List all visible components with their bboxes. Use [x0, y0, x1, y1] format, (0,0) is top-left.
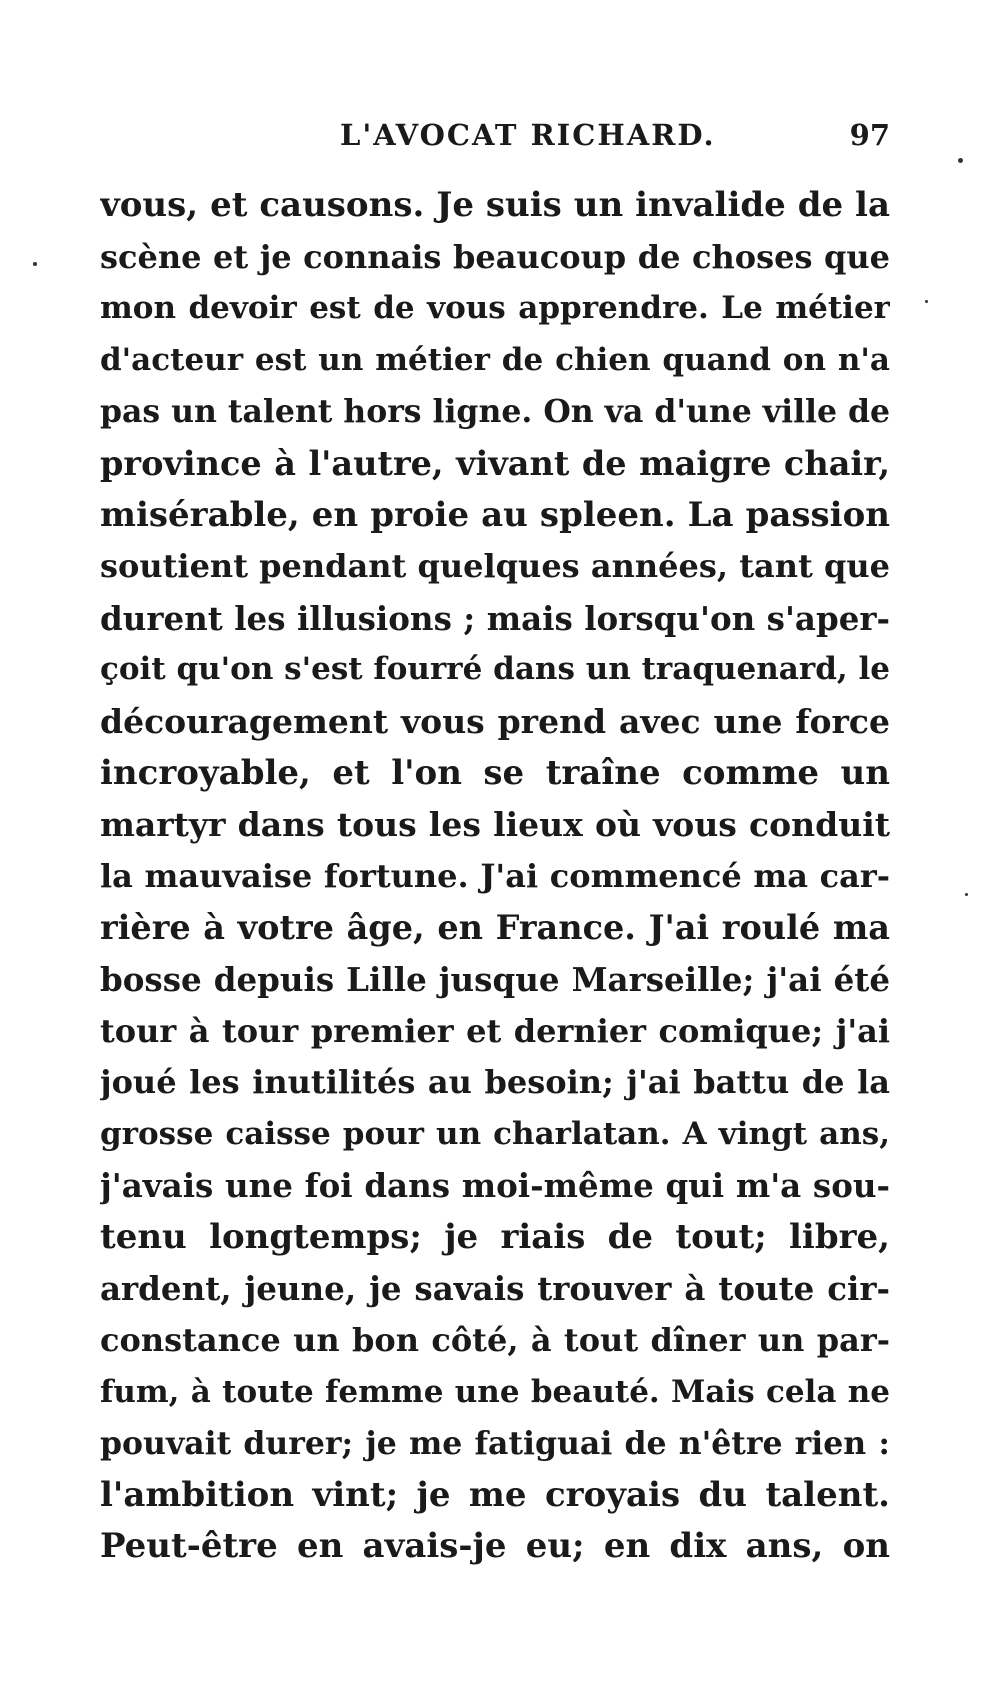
text-line: la mauvaise fortune. J'ai commencé ma car- — [100, 856, 890, 895]
text-line: province à l'autre, vivant de maigre chair, — [100, 443, 890, 483]
text-line: durent les illusions ; mais lorsqu'on s'aper- — [100, 598, 890, 638]
text-line: çoit qu'on s'est fourré dans un traquenard, le — [100, 651, 890, 688]
text-line: Peut-être en avais-je eu; en dix ans, on — [100, 1526, 890, 1567]
text-line: rière à votre âge, en France. J'ai roulé ma — [100, 908, 890, 948]
body-text — [100, 180, 890, 1573]
text-line: j'avais une foi dans moi-même qui m'a sou- — [100, 1166, 890, 1206]
text-line: vous, et causons. Je suis un invalide de la — [100, 185, 890, 225]
text-line: incroyable, et l'on se traîne comme un — [100, 752, 890, 793]
text-line: constance un bon côté, à tout dîner un par- — [100, 1321, 890, 1360]
text-line: ardent, jeune, je savais trouver à toute cir- — [100, 1269, 890, 1309]
text-line: tenu longtemps; je riais de tout; libre, — [100, 1216, 890, 1257]
text-line: bosse depuis Lille jusque Marseille; j'ai été — [100, 959, 890, 999]
text-line: misérable, en proie au spleen. La passion — [100, 494, 890, 535]
text-line: martyr dans tous les lieux où vous conduit — [100, 805, 890, 845]
text-line: l'ambition vint; je me croyais du talent. — [100, 1474, 890, 1515]
page-header — [100, 118, 890, 158]
text-line: découragement vous prend avec une force — [100, 701, 890, 741]
text-line: grosse caisse pour un charlatan. A vingt ans, — [100, 1115, 890, 1152]
page-number: 97 — [849, 118, 890, 152]
text-line: tour à tour premier et dernier comique; j'ai — [100, 1011, 890, 1050]
text-line: mon devoir est de vous apprendre. Le métier — [100, 290, 890, 327]
scan-speck — [965, 893, 968, 896]
scan-speck — [925, 300, 928, 303]
text-line: pas un talent hors ligne. On va d'une ville de — [100, 393, 890, 431]
text-line: joué les inutilités au besoin; j'ai battu de la — [100, 1063, 890, 1102]
scan-speck — [33, 262, 37, 266]
scan-speck — [958, 158, 963, 163]
text-line: pouvait durer; je me fatiguai de n'être rien : — [100, 1425, 890, 1463]
text-line: scène et je connais beaucoup de choses que — [100, 237, 890, 276]
text-line: fum, à toute femme une beauté. Mais cela ne — [100, 1373, 890, 1410]
text-line: d'acteur est un métier de chien quand on n'a — [100, 341, 890, 378]
text-line: soutient pendant quelques années, tant que — [100, 547, 890, 586]
running-title: L'AVOCAT RICHARD. — [340, 118, 716, 152]
